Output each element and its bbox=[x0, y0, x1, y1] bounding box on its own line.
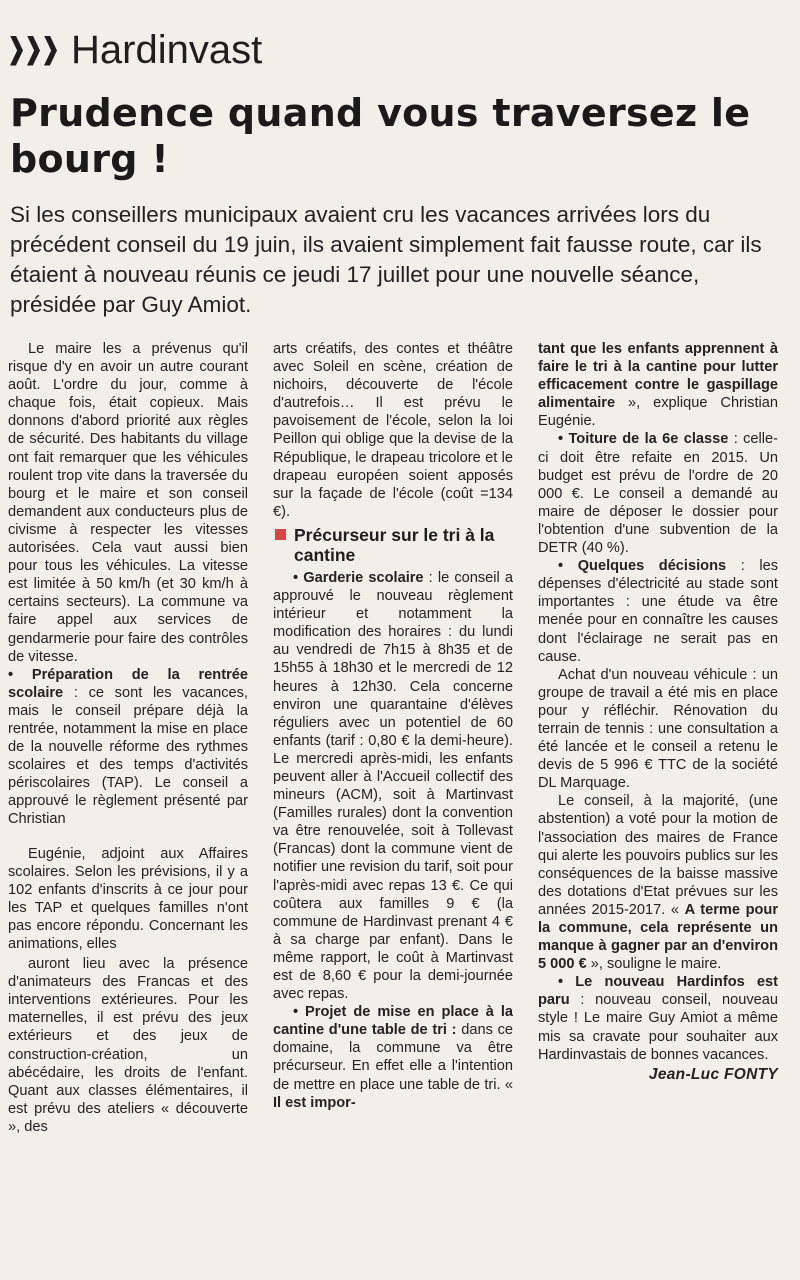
paragraph: • Projet de mise en place à la cantine d'une table de tri : dans ce domaine, la commune va être précurseur. En effet elle a l'intention de mettre en place une table de tri. « Il est impor- bbox=[273, 1004, 513, 1111]
paragraph: • Préparation de la rentrée scolaire : ce sont les vacances, mais le conseil prépare déjà la rentrée, notamment la mise en place de la nouvelle réforme des rythmes scolaires et des temps d'activités périscolaires (TAP). Le conseil a approuvé le règlement présenté par Christian bbox=[8, 666, 248, 828]
paragraph: • Garderie scolaire : le conseil a approuvé le nouveau règlement intérieur et notamment la modification des horaires : du lundi au vendredi de 7h15 à 8h35 et de 15h55 à 18h30 et le mercredi de 12 heures à 12h30. Cela concerne environ une quarantaine d'élèves réguliers avec un potentiel de 60 enfants (tarif : 0,80 € la demi-heure). Le mercredi après-midi, les enfants peuvent aller à l'Accueil collectif des mineurs (ACM), soit à Martinvast (Familles rurales) dont la convention va être renouvelée, soit à Tollevast (Francas) dont la commune vient de notifier une revision du tarif, soit pour l'après-midi avec repas 13 €. Ce qui coûtera aux familles 9 € (la commune de Hardinvast prenant 4 € à sa charge par enfant). Dans le même rapport, le coût à Martinvast est de 8,60 € pour la demi-journée avec repas. bbox=[273, 569, 513, 1003]
column-1 bbox=[8, 340, 248, 1260]
author-signature: Jean-Luc FONTY bbox=[648, 1065, 778, 1083]
bullet-heading: • Préparation de la rentrée scolaire bbox=[8, 666, 248, 701]
section-name: Hardinvast bbox=[71, 28, 263, 72]
bullet-heading: • Le nouveau Hardinfos est paru bbox=[538, 974, 778, 1009]
headline: Prudence quand vous traversez le bourg ! bbox=[10, 91, 751, 181]
paragraph: tant que les enfants apprennent à faire le tri à la cantine pour lutter efficacement contre le gaspillage alimentaire », explique Christian Eugénie. bbox=[538, 341, 778, 430]
quote-bold: tant que les enfants apprennent à faire le tri à la cantine pour lutter efficacement contre le gaspillage alimentaire bbox=[538, 341, 778, 412]
bullet-heading: • Quelques décisions bbox=[558, 558, 727, 575]
article-body bbox=[8, 340, 778, 1260]
paragraph: • Le nouveau Hardinfos est paru : nouveau conseil, nouveau style ! Le maire Guy Amiot a même mis sa cravate pour souhaiter aux Hardinvastais de bonnes vacances. bbox=[538, 974, 778, 1063]
paragraph: auront lieu avec la présence d'animateurs des Francas et des interventions extérieures. Pour les maternelles, il est prévu des jeux extérieurs et des jeux de construction-création, un abécédaire, les droits de l'enfant. Quant aux classes élémentaires, il est prévu des ateliers « découverte », des bbox=[8, 956, 248, 1135]
paragraph: • Toiture de la 6e classe : celle-ci doit être refaite en 2015. Un budget est prévu de l'ordre de 20 000 €. Le conseil a demandé au maire de déposer le dossier pour l'obtention d'une subvention de la DETR (40 %). bbox=[538, 431, 778, 557]
paragraph: Le conseil, à la majorité, (une abstention) a voté pour la motion de l'association des maires de France qui alerte les pouvoirs publics sur les conséquences de la baisse massive des dotations d'Etat prévues sur les années 2015-2017. « A terme pour la commune, cela représente un manque à gagner par an d'environ 5 000 € », souligne le maire. bbox=[538, 793, 778, 973]
paragraph: Eugénie, adjoint aux Affaires scolaires. Selon les prévisions, il y a 102 enfants d'inscrits à ce jour pour les TAP et quelques familles n'ont pas encore répondu. Concernant les animations, elles bbox=[8, 845, 248, 952]
chevrons-icon bbox=[10, 36, 61, 66]
section-kicker bbox=[10, 28, 262, 73]
column-3 bbox=[538, 340, 778, 1260]
quote-bold: A terme pour la commune, cela représente un manque à gagner par an d'environ 5 000 € bbox=[538, 901, 778, 973]
lead-paragraph: Si les conseillers municipaux avaient cru les vacances arrivées lors du précédent conseil du 19 juin, ils avaient simplement fait fausse route, car ils étaient à nouveau réunis ce jeudi 17 juillet pour une nouvelle séance, présidée par Guy Amiot. bbox=[10, 202, 762, 317]
column-2 bbox=[273, 340, 513, 1260]
red-square-icon bbox=[275, 529, 286, 540]
paragraph: • Quelques décisions : les dépenses d'électricité au stade sont importantes : une étude va être menée pour en connaître les causes dont l'éclairage ne serait pas en cause. bbox=[538, 558, 778, 665]
paragraph: Le maire les a prévenus qu'il risque d'y en avoir un autre courant août. L'ordre du jour, comme à chaque fois, était copieux. Mais donnons d'abord priorité aux règles de sécurité. Des habitants du village ont fait remarquer que les véhicules roulent trop vite dans la traversée du bourg et le maire et son conseil demandent aux conducteurs plus de civisme à respecter les vitesses autorisées. Cela vaut aussi bien pour tous les véhicules. La vitesse est limitée à 50 km/h (et 30 km/h à certains secteurs). La commune va faire appel aux services de gendarmerie pour faire des contrôles de vitesse. bbox=[8, 341, 248, 665]
bullet-heading: • Toiture de la 6e classe bbox=[558, 431, 729, 448]
paragraph: Achat d'un nouveau véhicule : un groupe de travail a été mis en place pour y réfléchir. Rénovation du terrain de tennis : une consultation a été lancée et le conseil a retenu le devis de 5 996 € TTC de la société DL Marquage. bbox=[538, 666, 778, 792]
subheading: Précurseur sur le tri à la cantine bbox=[273, 525, 513, 565]
bullet-heading: • Garderie scolaire bbox=[293, 569, 424, 586]
bullet-heading: • Projet de mise en place à la cantine d'une table de tri : bbox=[273, 1004, 513, 1039]
paragraph: arts créatifs, des contes et théâtre avec Soleil en scène, création de nichoirs, découverte de l'école d'autrefois… Il est prévu le pavoisement de l'école, selon la loi Peillon qui oblige que la devise de la République, le drapeau tricolore et le drapeau européen soient apposés sur la façade de l'école (coût =134 €). bbox=[273, 341, 513, 520]
